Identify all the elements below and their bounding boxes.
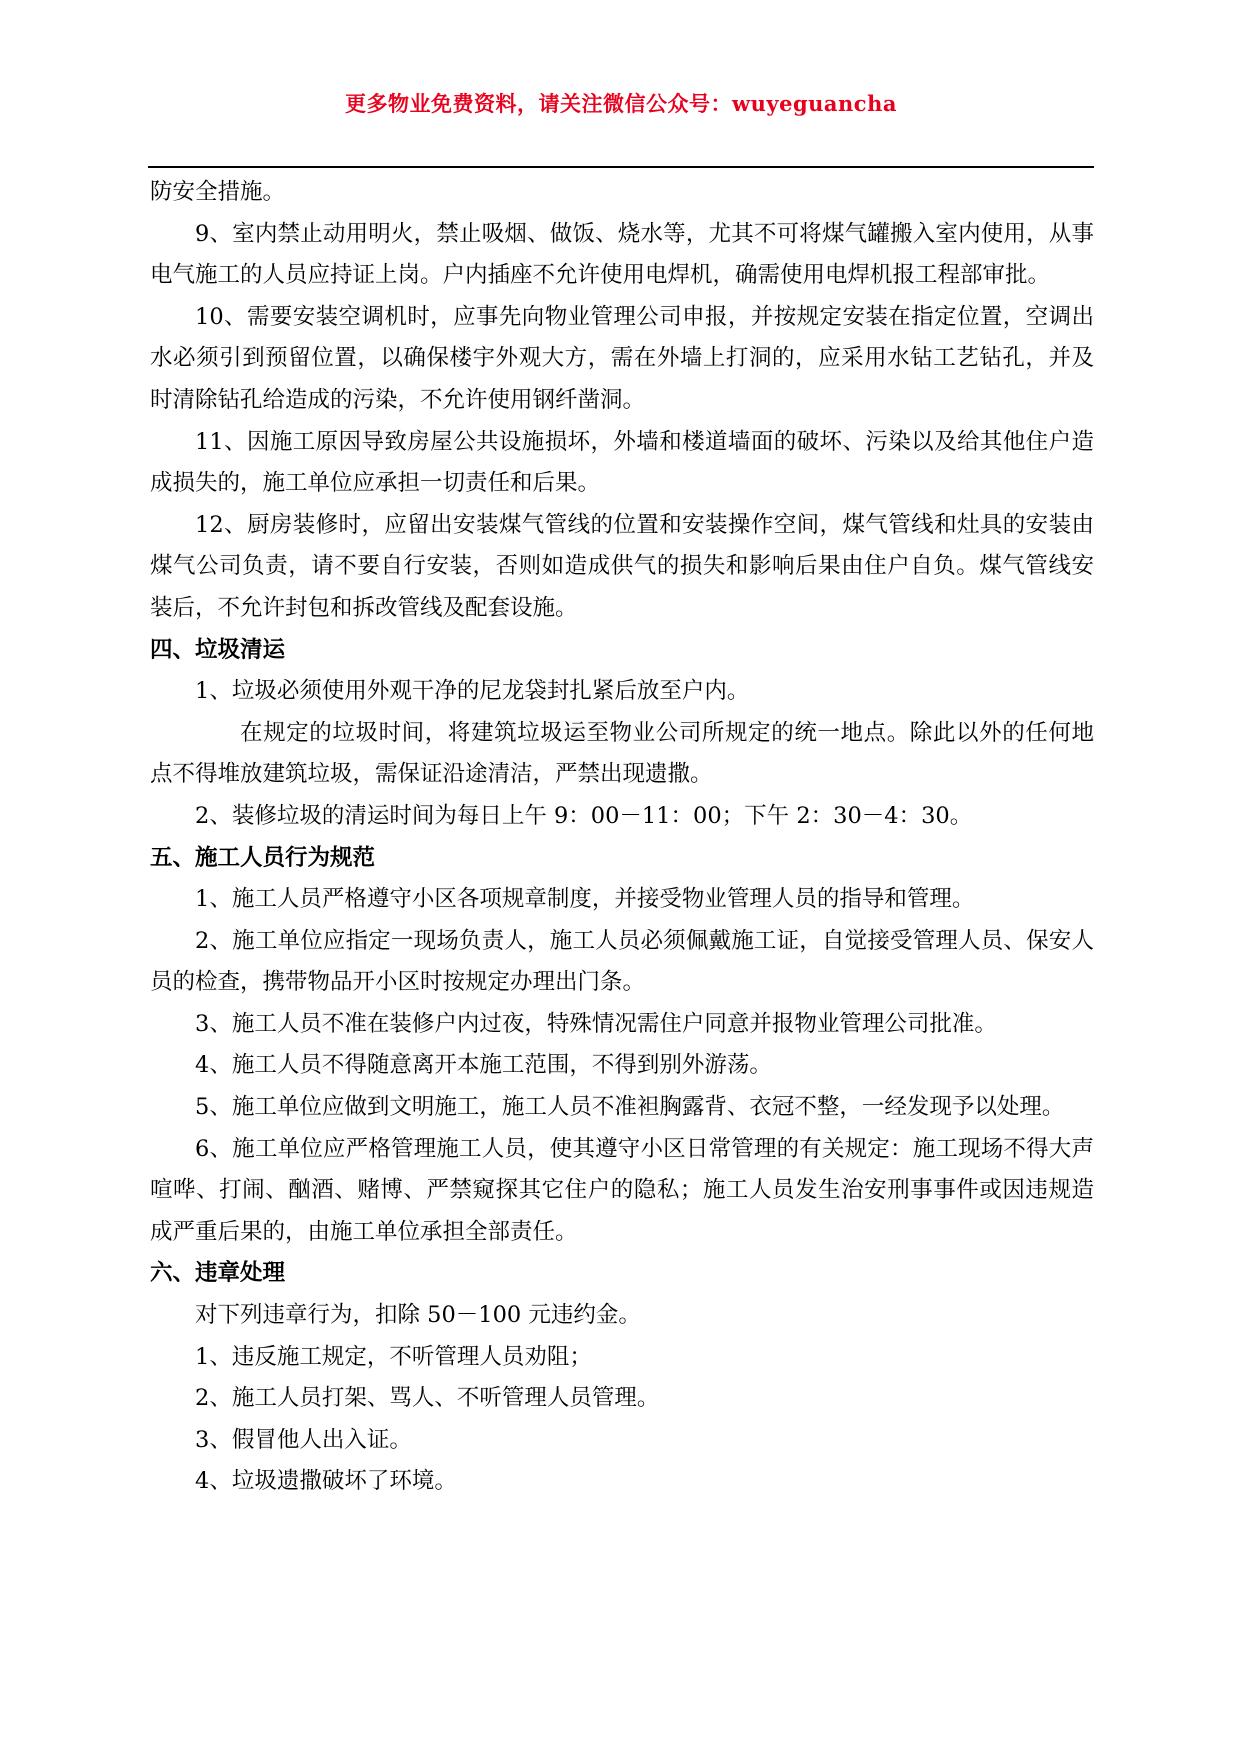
paragraph: 3、假冒他人出入证。 [195,1426,412,1453]
section-heading: 四、垃圾清运 [150,636,286,663]
paragraph: 11、因施工原因导致房屋公共设施损坏，外墙和楼道墙面的破坏、污染以及给其他住户造成损失的，施工单位应承担一切责任和后果。 [150,428,1094,497]
paragraph: 10、需要安装空调机时，应事先向物业管理公司申报，并按规定安装在指定位置，空调出水必须引到预留位置，以确保楼宇外观大方，需在外墙上打洞的，应采用水钻工艺钻孔，并及时清除钻孔给造成的污染，不允许使用钢纤凿洞。 [150,303,1094,413]
paragraph: 3、施工人员不准在装修户内过夜，特殊情况需住户同意并报物业管理公司批准。 [195,1010,997,1037]
paragraph: 5、施工单位应做到文明施工，施工人员不准袒胸露背、衣冠不整，一经发现予以处理。 [195,1094,1065,1121]
header-promo-text: 更多物业免费资料，请关注微信公众号：wuyeguancha [345,91,897,116]
paragraph: 2、施工人员打架、骂人、不听管理人员管理。 [195,1385,660,1412]
section-heading: 五、施工人员行为规范 [150,844,376,871]
section-heading: 六、违章处理 [150,1260,286,1287]
paragraph: 2、装修垃圾的清运时间为每日上午 9：00－11：00；下午 2：30－4：30。 [195,802,973,829]
paragraph: 2、施工单位应指定一现场负责人，施工人员必须佩戴施工证，自觉接受管理人员、保安人员的检查，携带物品开小区时按规定办理出门条。 [150,927,1094,996]
paragraph: 防安全措施。 [150,179,286,205]
document-body [150,172,1094,1503]
paragraph: 对下列违章行为，扣除 50－100 元违约金。 [195,1302,641,1329]
paragraph: 4、施工人员不得随意离开本施工范围，不得到别外游荡。 [195,1052,772,1079]
paragraph: 12、厨房装修时，应留出安装煤气管线的位置和安装操作空间，煤气管线和灶具的安装由煤气公司负责，请不要自行安装，否则如造成供气的损失和影响后果由住户自负。煤气管线安装后，不允许封包和拆改管线及配套设施。 [150,511,1094,621]
paragraph: 9、室内禁止动用明火，禁止吸烟、做饭、烧水等，尤其不可将煤气罐搬入室内使用，从事电气施工的人员应持证上岗。户内插座不允许使用电焊机，确需使用电焊机报工程部审批。 [150,220,1094,289]
paragraph: 1、垃圾必须使用外观干净的尼龙袋封扎紧后放至户内。 [195,678,750,705]
header-rule [148,166,1094,168]
paragraph: 在规定的垃圾时间，将建筑垃圾运至物业公司所规定的统一地点。除此以外的任何地点不得堆放建筑垃圾，需保证沿途清洁，严禁出现遗撒。 [150,719,1094,788]
paragraph: 4、垃圾遗撒破坏了环境。 [195,1468,457,1495]
paragraph: 1、违反施工规定，不听管理人员劝阻； [195,1343,592,1370]
paragraph: 6、施工单位应严格管理施工人员，使其遵守小区日常管理的有关规定：施工现场不得大声喧哗、打闹、酗酒、赌博、严禁窥探其它住户的隐私；施工人员发生治安刑事事件或因违规造成严重后果的，由施工单位承担全部责任。 [150,1135,1094,1245]
paragraph: 1、施工人员严格遵守小区各项规章制度，并接受物业管理人员的指导和管理。 [195,886,975,913]
